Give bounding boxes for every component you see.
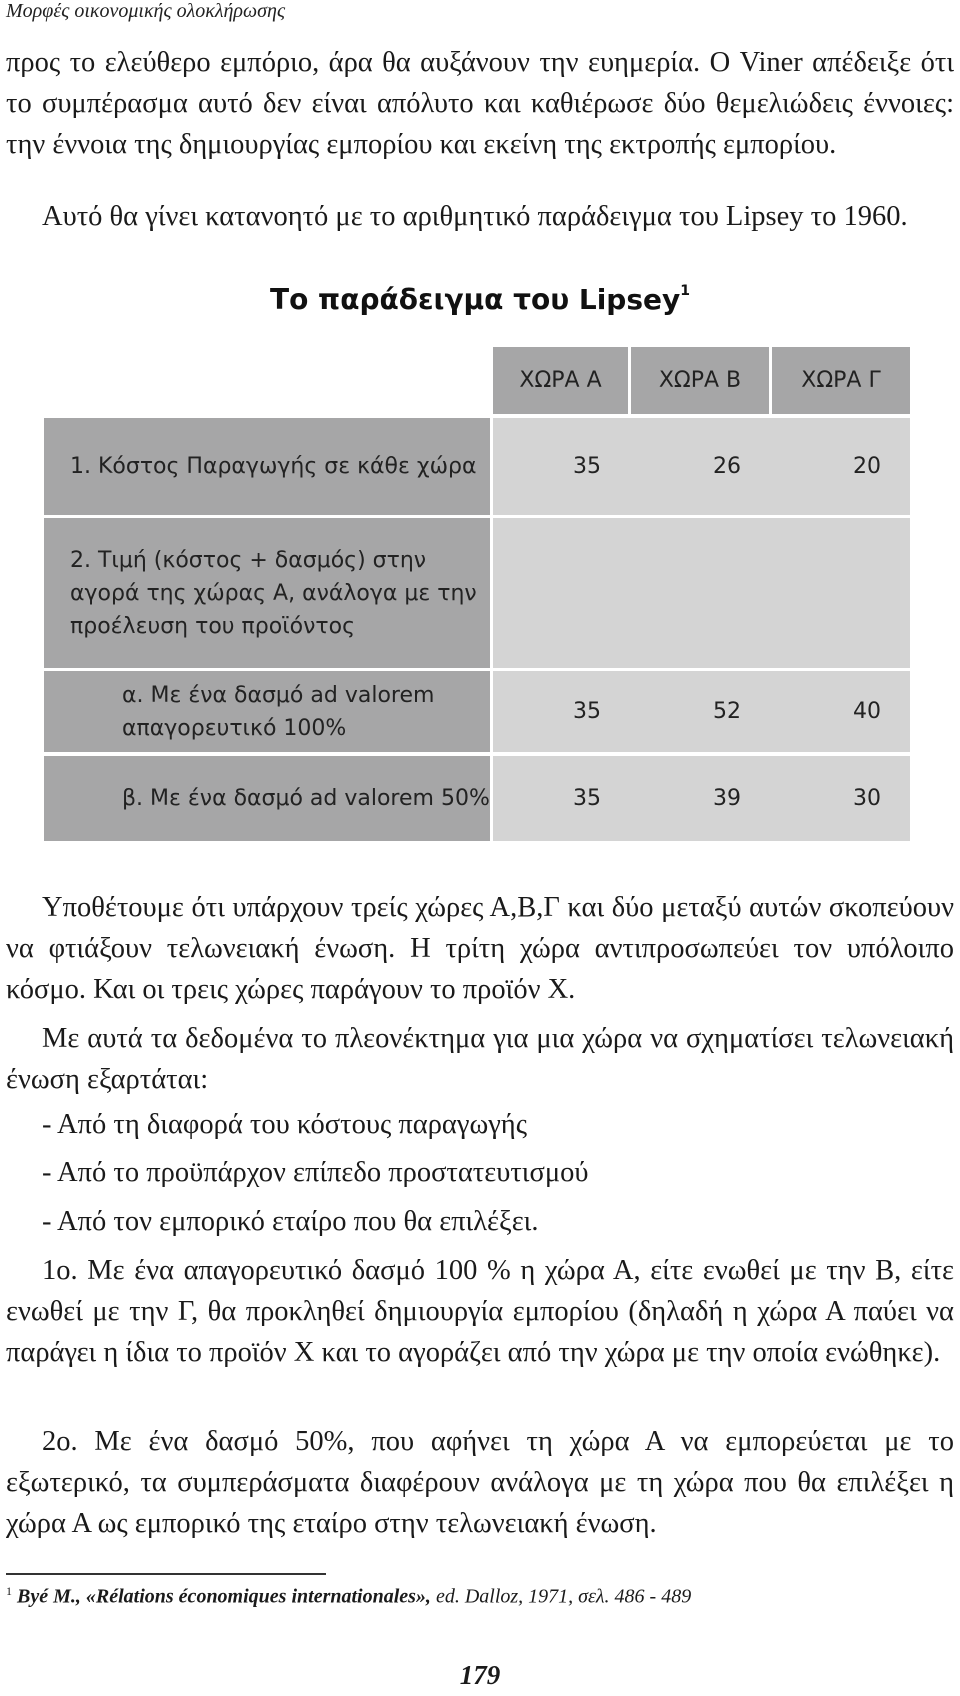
footnote xyxy=(6,1584,691,1609)
row-values-production-cost xyxy=(493,418,910,515)
footnote-divider xyxy=(6,1573,326,1575)
list-item: - Από τη διαφορά του κόστους παραγωγής xyxy=(42,1109,528,1140)
paragraph-3: Υποθέτουμε ότι υπάρχουν τρείς χώρες Α,Β,Γ και δύο μεταξύ αυτών σκοπεύουν να φτιάξουν τελωνειακή ένωση. Η τρίτη χώρα αντιπροσωπεύει τον υπόλοιπο κόσμο. Και οι τρεις χώρες παράγουν το προϊόν Χ. xyxy=(6,892,954,1005)
row-values-tariff-100 xyxy=(493,671,910,752)
footnote-ref: 1 xyxy=(680,282,691,299)
cell-value: 26 xyxy=(713,454,741,479)
header-country-b: ΧΩΡΑ Β xyxy=(631,347,769,414)
paragraph-1: προς το ελεύθερο εμπόριο, άρα θα αυξάνουν την ευημερία. Ο Viner απέδειξε ότι το συμπέρασμα αυτό δεν είναι απόλυτο και καθιέρωσε δύο θεμελιώδεις έννοιες: την έννοια της δημιουργίας εμπορίου και εκείνη της εκτροπής εμπορίου. xyxy=(6,47,954,160)
paragraph-2: Αυτό θα γίνει κατανοητό με το αριθμητικό παράδειγμα του Lipsey το 1960. xyxy=(42,201,908,232)
list-item: - Από τον εμπορικό εταίρο που θα επιλέξει. xyxy=(42,1206,539,1237)
footnote-work: «Rélations économiques internationales», xyxy=(85,1585,431,1608)
running-head: Μορφές οικονομικής ολοκλήρωσης xyxy=(6,0,286,22)
row-label-tariff-100: α. Με ένα δασμό ad valorem απαγορευτικό 100% xyxy=(44,671,490,752)
header-country-c: ΧΩΡΑ Γ xyxy=(772,347,910,414)
paragraph-6: 2ο. Με ένα δασμό 50%, που αφήνει τη χώρα Α να εμπορεύεται με το εξωτερικό, τα συμπεράσματα διαφέρουν ανάλογα με τη χώρα που θα επιλέξει η χώρα Α ως εμπορικό της εταίρο στην τελωνειακή ένωση. xyxy=(6,1426,954,1539)
cell-value: 40 xyxy=(853,699,881,724)
cell-value: 20 xyxy=(853,454,881,479)
row-label-tariff-50: β. Με ένα δασμό ad valorem 50% xyxy=(44,756,490,841)
footnote-marker: 1 xyxy=(6,1584,12,1598)
footnote-details: ed. Dalloz, 1971, σελ. 486 - 489 xyxy=(435,1585,692,1608)
row-values-price-empty xyxy=(493,518,910,668)
cell-value: 30 xyxy=(853,786,881,811)
cell-value: 39 xyxy=(713,786,741,811)
page-number: 179 xyxy=(459,1660,501,1690)
cell-value: 35 xyxy=(573,454,601,479)
header-country-a: ΧΩΡΑ Α xyxy=(493,347,628,414)
row-label-production-cost: 1. Κόστος Παραγωγής σε κάθε χώρα xyxy=(44,418,490,515)
cell-value: 35 xyxy=(573,786,601,811)
table-title-text: Το παράδειγμα του Lipsey xyxy=(269,283,681,316)
paragraph-5: 1ο. Με ένα απαγορευτικό δασμό 100 % η χώρα Α, είτε ενωθεί με την Β, είτε ενωθεί με την Γ, θα προκληθεί δημιουργία εμπορίου (δηλαδή η χώρα Α παύει να παράγει η ίδια το προϊόν Χ και το αγοράζει από την χώρα με την οποία ενώθηκε). xyxy=(6,1255,954,1368)
cell-value: 52 xyxy=(713,699,741,724)
footnote-author: Byé M., xyxy=(17,1585,81,1608)
table-title xyxy=(0,283,960,316)
cell-value: 35 xyxy=(573,699,601,724)
row-values-tariff-50 xyxy=(493,756,910,841)
paragraph-4: Με αυτά τα δεδομένα το πλεονέκτημα για μια χώρα να σχηματίσει τελωνειακή ένωση εξαρτάται: xyxy=(6,1023,954,1095)
list-item: - Από το προϋπάρχον επίπεδο προστατευτισμού xyxy=(42,1157,589,1188)
row-label-price: 2. Τιμή (κόστος + δασμός) στην αγορά της χώρας Α, ανάλογα με την προέλευση του προϊόντος xyxy=(44,518,490,668)
